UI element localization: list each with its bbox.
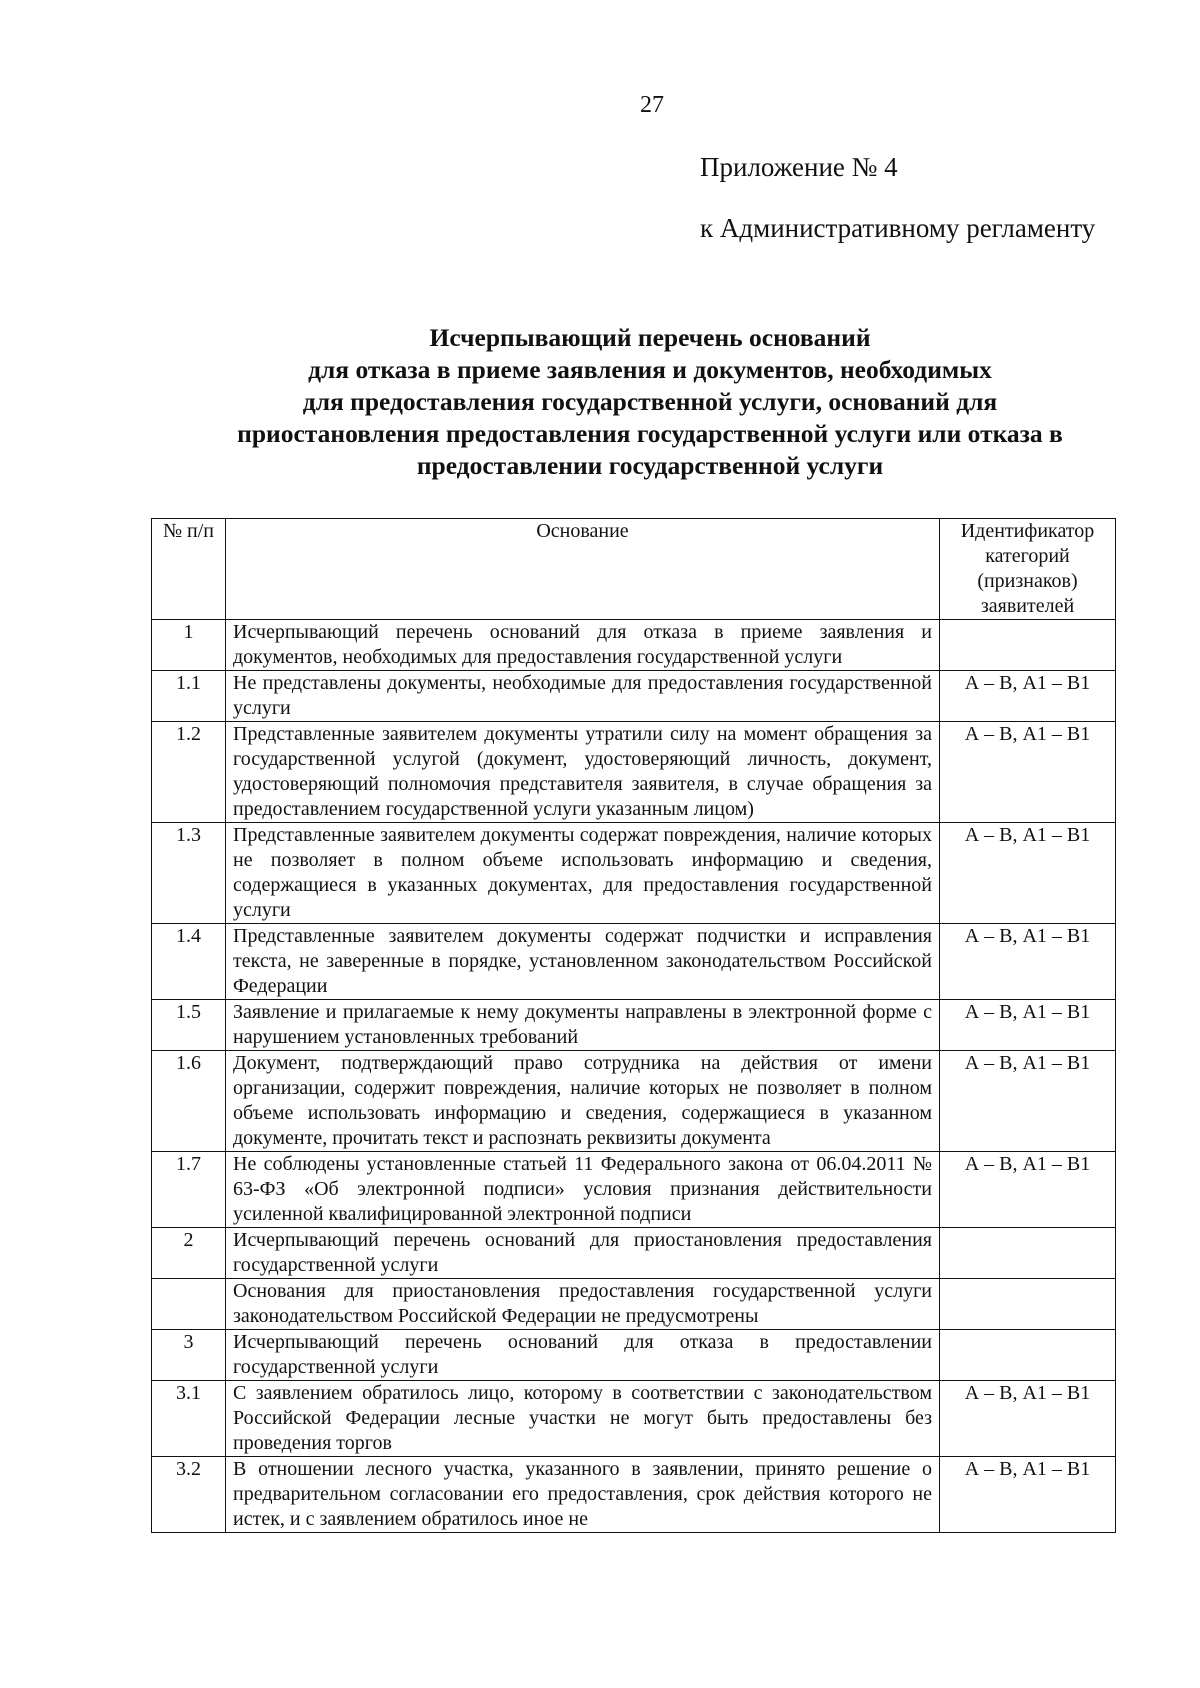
table-row xyxy=(152,823,1116,924)
row-basis: Основания для приостановления предоставления государственной услуги законодательством Российской Федерации не предусмотрены xyxy=(226,1279,940,1330)
row-number: 1.5 xyxy=(152,1000,226,1051)
row-basis: Заявление и прилагаемые к нему документы направлены в электронной форме с нарушением установленных требований xyxy=(226,1000,940,1051)
row-identifier: А – В, А1 – В1 xyxy=(940,1457,1116,1533)
page-number: 27 xyxy=(640,92,664,118)
table-row xyxy=(152,1457,1116,1533)
row-identifier: А – В, А1 – В1 xyxy=(940,924,1116,1000)
row-identifier xyxy=(940,1279,1116,1330)
row-identifier xyxy=(940,1228,1116,1279)
title-line: для отказа в приеме заявления и документов, необходимых xyxy=(308,355,992,384)
table-row xyxy=(152,1330,1116,1381)
row-basis: Не представлены документы, необходимые для предоставления государственной услуги xyxy=(226,671,940,722)
grounds-table xyxy=(151,518,1116,1533)
table-row xyxy=(152,1000,1116,1051)
row-identifier: А – В, А1 – В1 xyxy=(940,1152,1116,1228)
table-row xyxy=(152,1152,1116,1228)
row-identifier: А – В, А1 – В1 xyxy=(940,722,1116,823)
table-row xyxy=(152,1051,1116,1152)
row-number: 1.4 xyxy=(152,924,226,1000)
row-identifier xyxy=(940,620,1116,671)
document-title xyxy=(150,322,1150,482)
title-line: приостановления предоставления государственной услуги или отказа в xyxy=(237,419,1063,448)
table-row xyxy=(152,924,1116,1000)
row-basis: Исчерпывающий перечень оснований для отказа в приеме заявления и документов, необходимых для предоставления государственной услуги xyxy=(226,620,940,671)
table-row xyxy=(152,671,1116,722)
column-header-basis: Основание xyxy=(226,519,940,620)
column-header-identifier: Идентификатор категорий (признаков) заявителей xyxy=(940,519,1116,620)
table-row xyxy=(152,722,1116,823)
row-identifier: А – В, А1 – В1 xyxy=(940,1000,1116,1051)
row-basis: Представленные заявителем документы содержат повреждения, наличие которых не позволяет в полном объеме использовать информацию и сведения, содержащиеся в указанных документах, для предоставления государственной услуги xyxy=(226,823,940,924)
appendix-label: Приложение № 4 xyxy=(700,152,898,182)
table-row xyxy=(152,1228,1116,1279)
table-row xyxy=(152,1279,1116,1330)
row-number: 1.1 xyxy=(152,671,226,722)
title-line: для предоставления государственной услуги, оснований для xyxy=(302,387,998,416)
row-basis: Представленные заявителем документы утратили силу на момент обращения за государственной услугой (документ, удостоверяющий личность, документ, удостоверяющий полномочия представителя заявителя, в случае обращения за предоставлением государственной услуги указанным лицом) xyxy=(226,722,940,823)
row-number: 2 xyxy=(152,1228,226,1279)
row-basis: Исчерпывающий перечень оснований для отказа в предоставлении государственной услуги xyxy=(226,1330,940,1381)
regulation-reference: к Административному регламенту xyxy=(700,213,1096,243)
table-row xyxy=(152,620,1116,671)
row-basis: Исчерпывающий перечень оснований для приостановления предоставления государственной услуги xyxy=(226,1228,940,1279)
row-number xyxy=(152,1279,226,1330)
row-basis: Не соблюдены установленные статьей 11 Федерального закона от 06.04.2011 № 63-ФЗ «Об электронной подписи» условия признания действительности усиленной квалифицированной электронной подписи xyxy=(226,1152,940,1228)
table-row xyxy=(152,1381,1116,1457)
row-number: 1.6 xyxy=(152,1051,226,1152)
row-number: 3.2 xyxy=(152,1457,226,1533)
row-identifier xyxy=(940,1330,1116,1381)
table-header-row xyxy=(152,519,1116,620)
column-header-number: № п/п xyxy=(152,519,226,620)
row-basis: В отношении лесного участка, указанного в заявлении, принято решение о предварительном согласовании его предоставления, срок действия которого не истек, и с заявлением обратилось иное не xyxy=(226,1457,940,1533)
row-basis: Документ, подтверждающий право сотрудника на действия от имени организации, содержит повреждения, наличие которых не позволяет в полном объеме использовать информацию и сведения, содержащиеся в указанном документе, прочитать текст и распознать реквизиты документа xyxy=(226,1051,940,1152)
row-number: 1.2 xyxy=(152,722,226,823)
row-number: 3 xyxy=(152,1330,226,1381)
row-number: 3.1 xyxy=(152,1381,226,1457)
title-line: предоставлении государственной услуги xyxy=(416,451,884,480)
title-line: Исчерпывающий перечень оснований xyxy=(429,323,871,352)
row-identifier: А – В, А1 – В1 xyxy=(940,823,1116,924)
row-basis: Представленные заявителем документы содержат подчистки и исправления текста, не заверенные в порядке, установленном законодательством Российской Федерации xyxy=(226,924,940,1000)
row-identifier: А – В, А1 – В1 xyxy=(940,671,1116,722)
row-number: 1.7 xyxy=(152,1152,226,1228)
row-identifier: А – В, А1 – В1 xyxy=(940,1381,1116,1457)
row-identifier: А – В, А1 – В1 xyxy=(940,1051,1116,1152)
row-number: 1.3 xyxy=(152,823,226,924)
row-number: 1 xyxy=(152,620,226,671)
row-basis: С заявлением обратилось лицо, которому в соответствии с законодательством Российской Федерации лесные участки не могут быть предоставлены без проведения торгов xyxy=(226,1381,940,1457)
